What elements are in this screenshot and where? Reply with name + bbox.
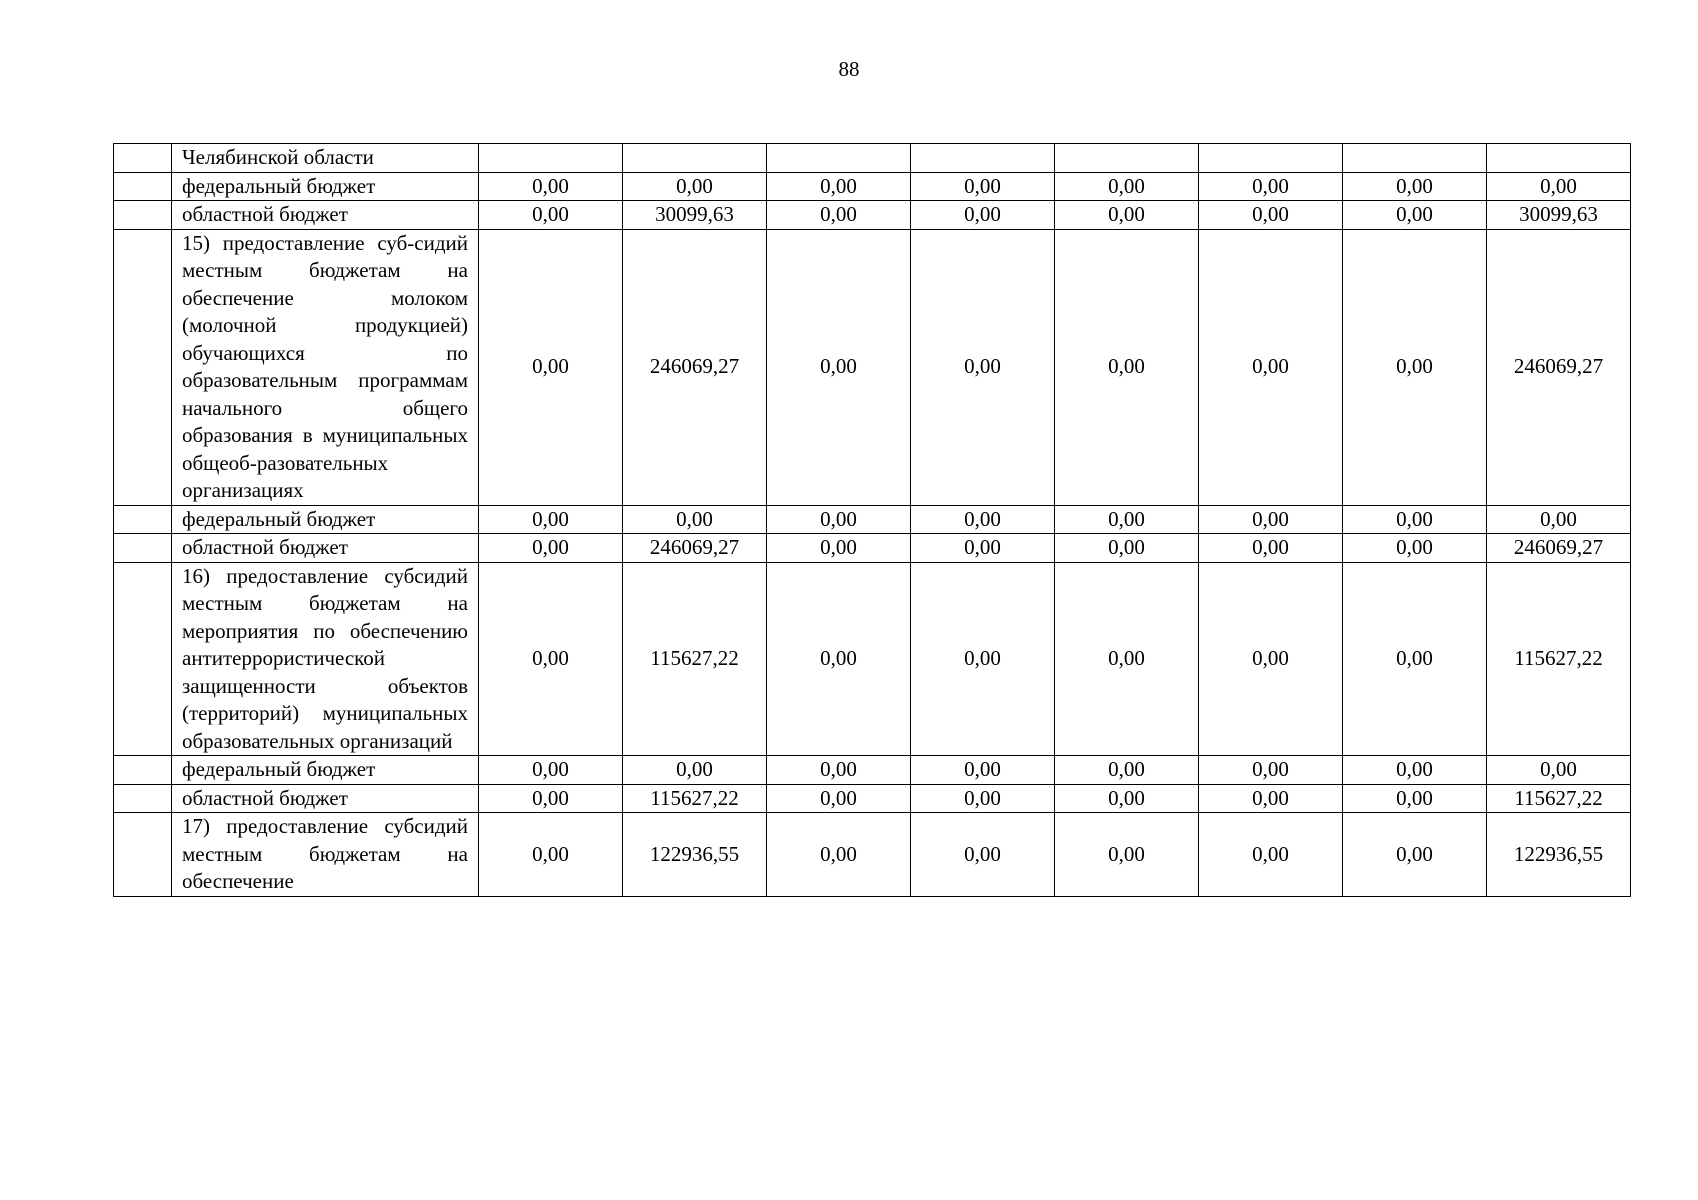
value-cell: 0,00 xyxy=(1343,201,1487,230)
value-cell: 0,00 xyxy=(1343,813,1487,897)
value-cell: 0,00 xyxy=(1343,172,1487,201)
value-cell: 0,00 xyxy=(623,172,767,201)
table-row xyxy=(114,229,1631,505)
value-cell: 0,00 xyxy=(1199,172,1343,201)
value-cell xyxy=(1199,144,1343,173)
value-cell: 0,00 xyxy=(1199,229,1343,505)
row-name-cell: областной бюджет xyxy=(172,201,479,230)
value-cell: 0,00 xyxy=(479,756,623,785)
value-cell: 115627,22 xyxy=(623,784,767,813)
value-cell: 0,00 xyxy=(911,201,1055,230)
value-cell xyxy=(1055,144,1199,173)
table-row xyxy=(114,813,1631,897)
row-name-cell: областной бюджет xyxy=(172,784,479,813)
page-number: 88 xyxy=(838,57,860,81)
row-number-cell xyxy=(114,144,172,173)
budget-table xyxy=(113,143,1631,897)
table-row xyxy=(114,534,1631,563)
value-cell: 0,00 xyxy=(1055,229,1199,505)
value-cell: 0,00 xyxy=(1199,201,1343,230)
value-cell: 0,00 xyxy=(1343,534,1487,563)
value-cell: 0,00 xyxy=(1343,562,1487,756)
row-name-cell: 16) предоставление субсидий местным бюджетам на мероприятия по обеспечению антитеррористической защищенности объектов (территорий) муниципальных образовательных организаций xyxy=(172,562,479,756)
value-cell: 0,00 xyxy=(1055,201,1199,230)
value-cell: 0,00 xyxy=(767,784,911,813)
value-cell: 0,00 xyxy=(479,505,623,534)
row-number-cell xyxy=(114,201,172,230)
value-cell: 0,00 xyxy=(911,562,1055,756)
value-cell xyxy=(767,144,911,173)
row-number-cell xyxy=(114,756,172,785)
value-cell: 122936,55 xyxy=(623,813,767,897)
value-cell: 0,00 xyxy=(1055,505,1199,534)
value-cell: 0,00 xyxy=(911,172,1055,201)
value-cell: 0,00 xyxy=(911,756,1055,785)
value-cell: 0,00 xyxy=(1487,172,1631,201)
value-cell: 0,00 xyxy=(1055,534,1199,563)
value-cell: 0,00 xyxy=(767,229,911,505)
table-row xyxy=(114,172,1631,201)
value-cell: 0,00 xyxy=(479,534,623,563)
value-cell: 0,00 xyxy=(911,229,1055,505)
value-cell: 0,00 xyxy=(767,534,911,563)
row-number-cell xyxy=(114,813,172,897)
value-cell: 0,00 xyxy=(767,172,911,201)
value-cell: 0,00 xyxy=(767,562,911,756)
row-name-cell: федеральный бюджет xyxy=(172,505,479,534)
table-row xyxy=(114,505,1631,534)
value-cell: 122936,55 xyxy=(1487,813,1631,897)
value-cell: 0,00 xyxy=(767,201,911,230)
value-cell: 0,00 xyxy=(1055,813,1199,897)
value-cell: 0,00 xyxy=(1199,813,1343,897)
value-cell: 246069,27 xyxy=(1487,534,1631,563)
value-cell: 0,00 xyxy=(479,784,623,813)
value-cell: 30099,63 xyxy=(623,201,767,230)
value-cell: 0,00 xyxy=(1343,756,1487,785)
value-cell: 0,00 xyxy=(1199,562,1343,756)
value-cell: 0,00 xyxy=(479,229,623,505)
row-number-cell xyxy=(114,229,172,505)
table-row xyxy=(114,201,1631,230)
value-cell: 0,00 xyxy=(1055,562,1199,756)
value-cell: 0,00 xyxy=(1199,534,1343,563)
value-cell: 0,00 xyxy=(1055,756,1199,785)
value-cell: 246069,27 xyxy=(1487,229,1631,505)
row-number-cell xyxy=(114,562,172,756)
row-number-cell xyxy=(114,784,172,813)
value-cell: 246069,27 xyxy=(623,534,767,563)
value-cell: 0,00 xyxy=(1055,172,1199,201)
value-cell xyxy=(1487,144,1631,173)
value-cell: 0,00 xyxy=(1343,784,1487,813)
value-cell: 0,00 xyxy=(1343,505,1487,534)
value-cell: 0,00 xyxy=(911,534,1055,563)
row-name-cell: Челябинской области xyxy=(172,144,479,173)
value-cell: 0,00 xyxy=(1487,756,1631,785)
value-cell: 0,00 xyxy=(1199,784,1343,813)
value-cell: 0,00 xyxy=(479,562,623,756)
value-cell: 0,00 xyxy=(623,756,767,785)
value-cell: 0,00 xyxy=(767,813,911,897)
value-cell: 0,00 xyxy=(911,784,1055,813)
value-cell: 246069,27 xyxy=(623,229,767,505)
row-number-cell xyxy=(114,172,172,201)
value-cell xyxy=(1343,144,1487,173)
value-cell: 115627,22 xyxy=(623,562,767,756)
table-row xyxy=(114,784,1631,813)
value-cell: 0,00 xyxy=(1487,505,1631,534)
row-number-cell xyxy=(114,505,172,534)
row-name-cell: 15) предоставление суб-сидий местным бюджетам на обеспечение молоком (молочной продукцией) обучающихся по образовательным программам начального общего образования в муниципальных общеоб-разовательных организациях xyxy=(172,229,479,505)
value-cell: 0,00 xyxy=(623,505,767,534)
value-cell: 0,00 xyxy=(1199,505,1343,534)
value-cell: 0,00 xyxy=(1055,784,1199,813)
table-row xyxy=(114,756,1631,785)
row-number-cell xyxy=(114,534,172,563)
value-cell: 0,00 xyxy=(479,813,623,897)
row-name-cell: 17) предоставление субсидий местным бюджетам на обеспечение xyxy=(172,813,479,897)
value-cell: 0,00 xyxy=(1343,229,1487,505)
row-name-cell: федеральный бюджет xyxy=(172,756,479,785)
value-cell: 0,00 xyxy=(479,172,623,201)
row-name-cell: федеральный бюджет xyxy=(172,172,479,201)
value-cell: 0,00 xyxy=(911,505,1055,534)
value-cell: 0,00 xyxy=(1199,756,1343,785)
value-cell xyxy=(911,144,1055,173)
table-row xyxy=(114,144,1631,173)
value-cell: 115627,22 xyxy=(1487,562,1631,756)
value-cell: 0,00 xyxy=(767,505,911,534)
row-name-cell: областной бюджет xyxy=(172,534,479,563)
value-cell: 115627,22 xyxy=(1487,784,1631,813)
value-cell xyxy=(479,144,623,173)
value-cell: 30099,63 xyxy=(1487,201,1631,230)
value-cell: 0,00 xyxy=(479,201,623,230)
value-cell: 0,00 xyxy=(767,756,911,785)
table-row xyxy=(114,562,1631,756)
value-cell: 0,00 xyxy=(911,813,1055,897)
value-cell xyxy=(623,144,767,173)
